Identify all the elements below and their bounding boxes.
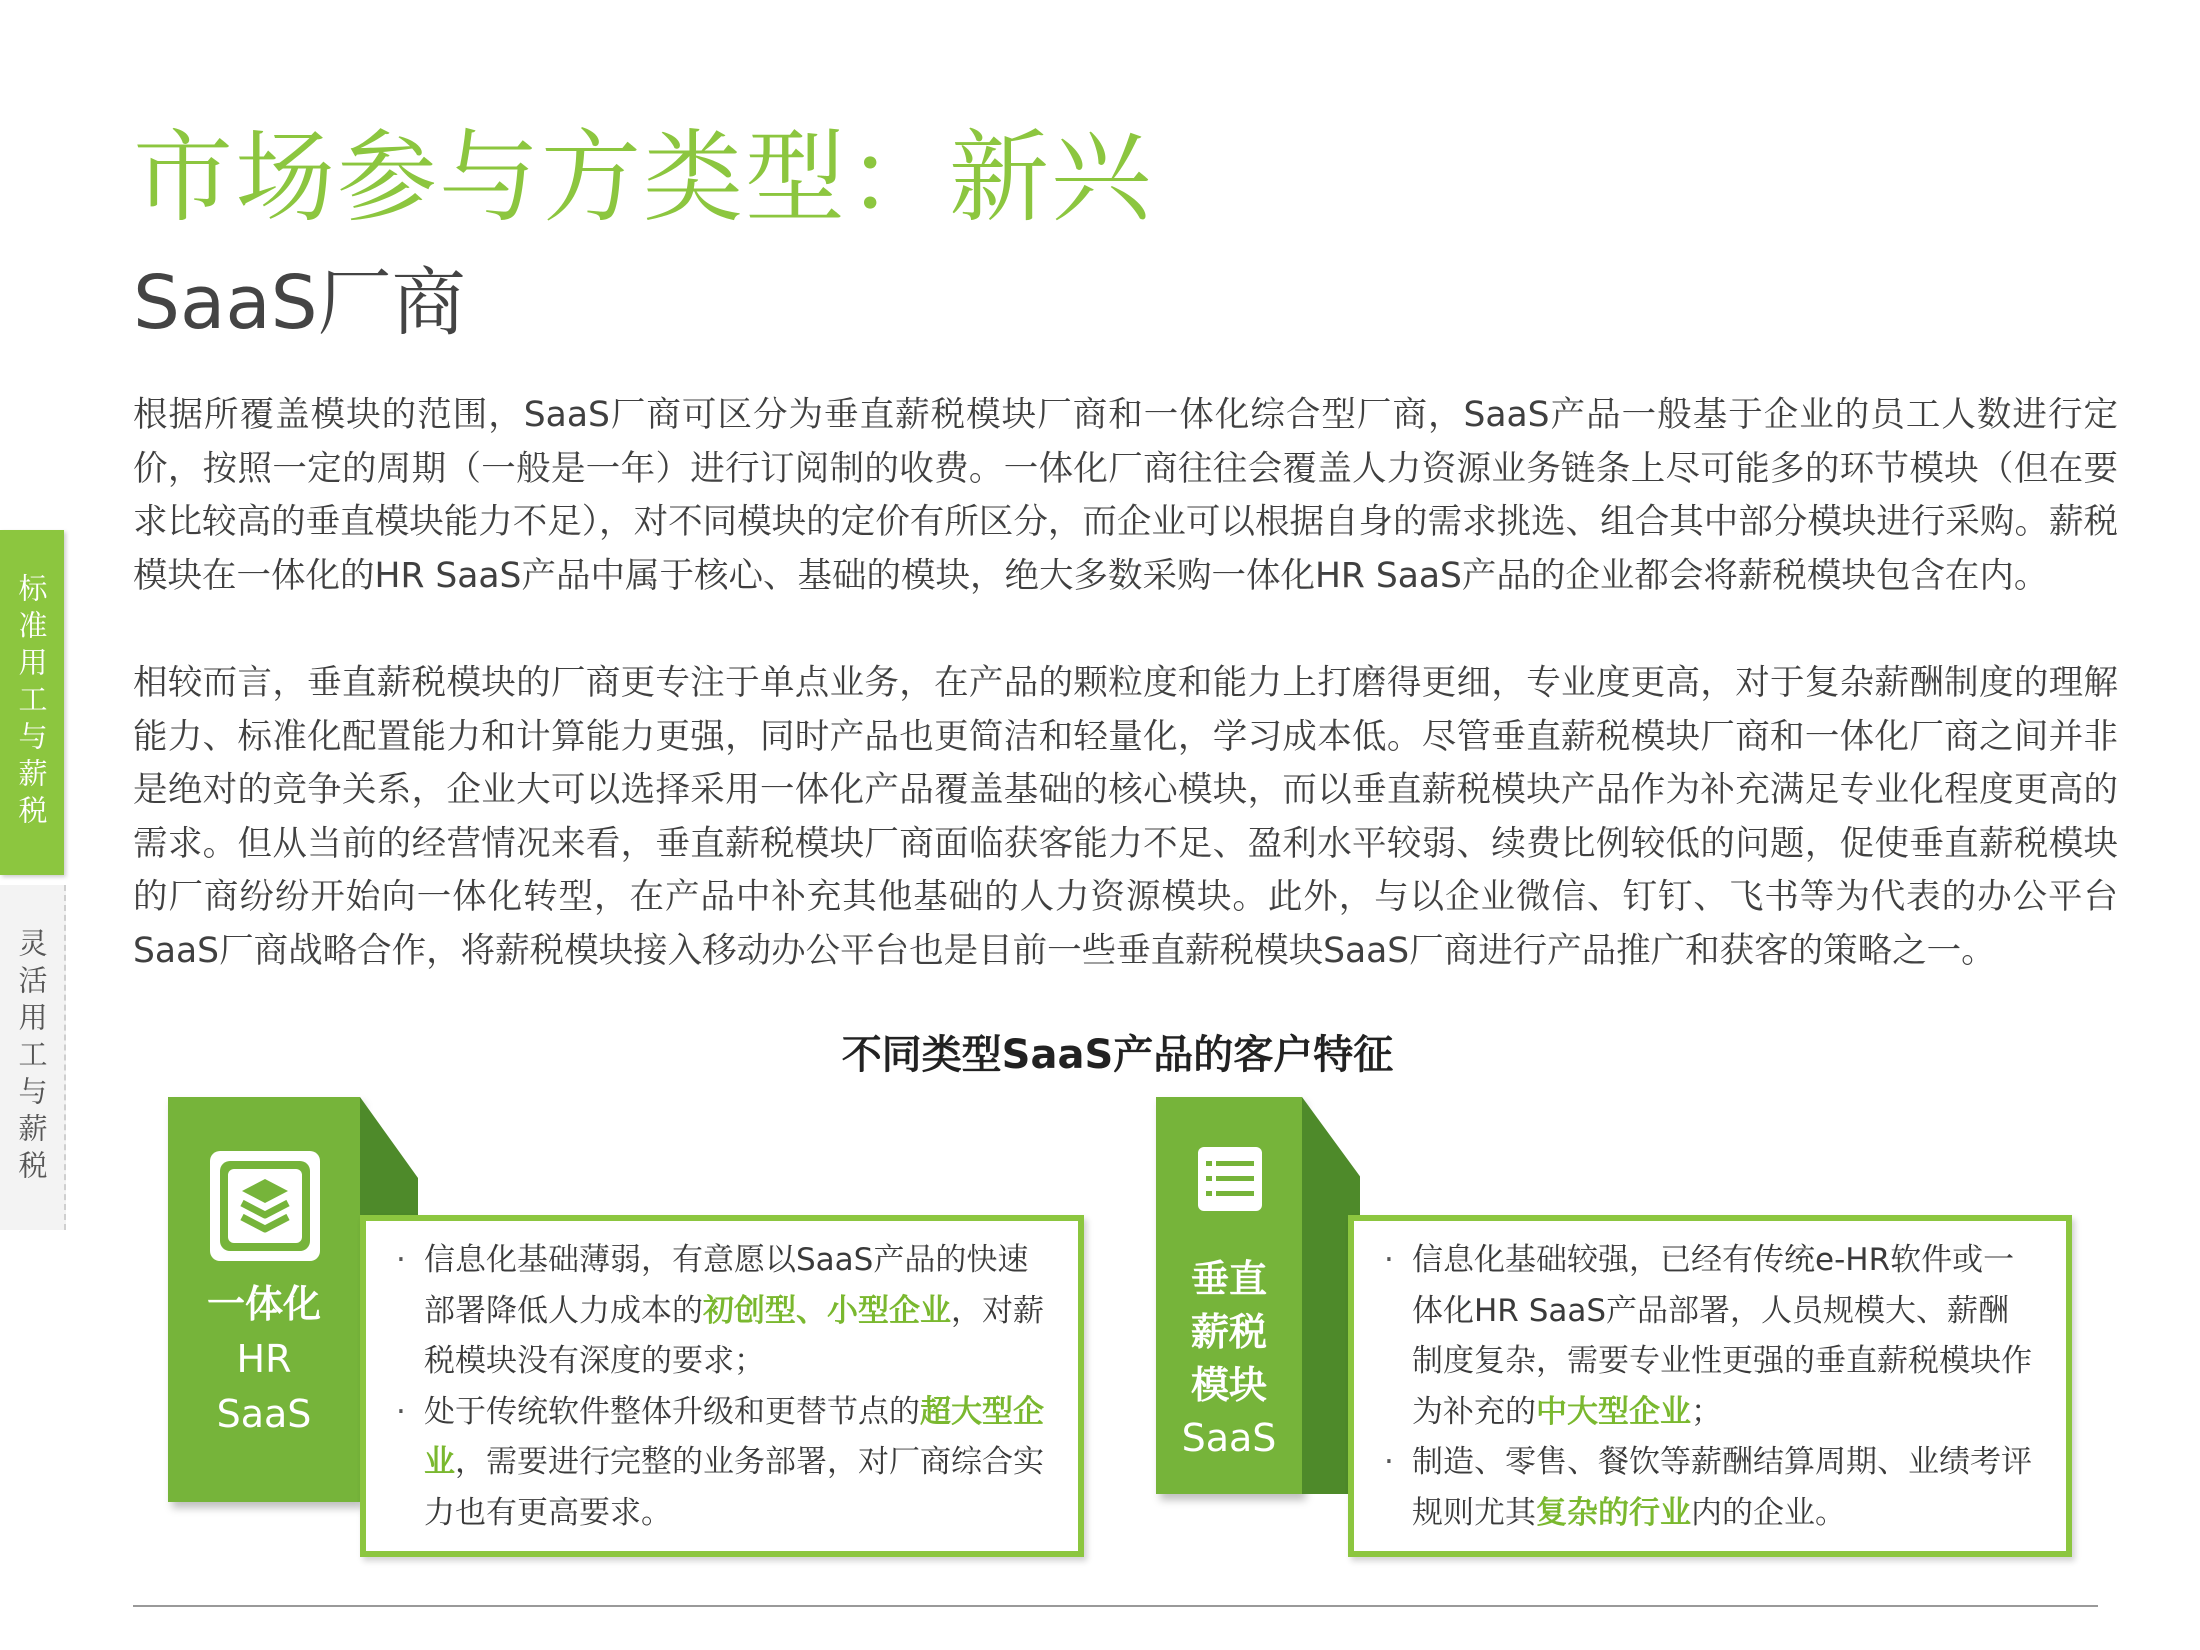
bullet-text: 信息化基础薄弱，有意愿以SaaS产品的快速部署降低人力成本的: [424, 1242, 1029, 1329]
card-vertical-label-panel: [1156, 1097, 1302, 1494]
bullet-text: 处于传统软件整体升级和更替节点的: [424, 1393, 920, 1430]
card-label-line: 垂直: [1190, 1257, 1267, 1301]
bullet-list: [1384, 1235, 2034, 1538]
card-label-line: 薪税: [1190, 1310, 1267, 1354]
bullet-text: ；: [1691, 1393, 1722, 1430]
figure-title: 不同类型SaaS产品的客户特征: [841, 1032, 1394, 1078]
bullet-item: [396, 1235, 1046, 1387]
bullet-text: 信息化基础较强，已经有传统e-HR软件或一体化HR SaaS产品部署，人员规模大、薪酬制度复杂，需要专业性更强的垂直薪税模块作为补充的: [1412, 1242, 2032, 1430]
bullet-highlight: 初创型、小型企业: [703, 1292, 951, 1329]
body-paragraph-2: 相较而言，垂直薪税模块的厂商更专注于单点业务，在产品的颗粒度和能力上打磨得更细，专业度更高，对于复杂薪酬制度的理解能力、标准化配置能力和计算能力更强，同时产品也更简洁和轻量化，学习成本低。尽管垂直薪税模块厂商和一体化厂商之间并非是绝对的竞争关系，企业大可以选择采用一体化产品覆盖基础的核心模块，而以垂直薪税模块产品作为补充满足专业化程度更高的需求。但从当前的经营情况来看，垂直薪税模块厂商面临获客能力不足、盈利水平较弱、续费比例较低的问题，促使垂直薪税模块的厂商纷纷开始向一体化转型，在产品中补充其他基础的人力资源模块。此外，与以企业微信、钉钉、飞书等为代表的办公平台SaaS厂商战略合作，将薪税模块接入移动办公平台也是目前一些垂直薪税模块SaaS厂商进行产品推广和获客的策略之一。: [133, 663, 2118, 971]
bullet-highlight: 超大型企业: [424, 1393, 1044, 1480]
bullet-item: [1384, 1437, 2034, 1538]
bullet-highlight: 复杂的行业: [1536, 1494, 1691, 1531]
footer-divider: [133, 1605, 2098, 1607]
bullet-text: 制造、零售、餐饮等薪酬结算周期、业绩考评规则尤其: [1412, 1444, 2032, 1531]
page-subtitle: SaaS厂商: [133, 260, 466, 346]
bullet-highlight: 中大型企业: [1536, 1393, 1691, 1430]
page-title: 市场参与方类型：新兴: [133, 119, 1153, 236]
side-tab-standard[interactable]: 标准用工与薪税: [0, 530, 64, 875]
bullet-list: [396, 1235, 1046, 1538]
card-integrated-label-panel: [168, 1097, 360, 1502]
body-paragraph-1: 根据所覆盖模块的范围，SaaS厂商可区分为垂直薪税模块厂商和一体化综合型厂商，SaaS产品一般基于企业的员工人数进行定价，按照一定的周期（一般是一年）进行订阅制的收费。一体化厂商往往会覆盖人力资源业务链条上尽可能多的环节模块（但在要求比较高的垂直模块能力不足），对不同模块的定价有所区分，而企业可以根据自身的需求挑选、组合其中部分模块进行采购。薪税模块在一体化的HR SaaS产品中属于核心、基础的模块，绝大多数采购一体化HR SaaS产品的企业都会将薪税模块包含在内。: [133, 395, 2118, 596]
bullet-text: 内的企业。: [1691, 1494, 1846, 1531]
card-label-line: 一体化: [206, 1282, 321, 1326]
bullet-item: [1384, 1235, 2034, 1437]
layers-icon: [210, 1151, 320, 1261]
card-label-line: 模块: [1190, 1363, 1267, 1407]
card-integrated-content: [360, 1215, 1084, 1557]
card-label-line: HR: [236, 1337, 292, 1381]
bullet-text: ，需要进行完整的业务部署，对厂商综合实力也有更高要求。: [424, 1444, 1044, 1531]
card-label-line: SaaS: [1181, 1416, 1277, 1460]
side-tab-flexible[interactable]: 灵活用工与薪税: [0, 885, 66, 1230]
bullet-item: [396, 1387, 1046, 1539]
list-icon: [1198, 1147, 1262, 1211]
card-vertical-content: [1348, 1215, 2072, 1557]
card-label-line: SaaS: [216, 1392, 312, 1436]
bullet-text: ，对薪税模块没有深度的要求；: [424, 1292, 1044, 1379]
